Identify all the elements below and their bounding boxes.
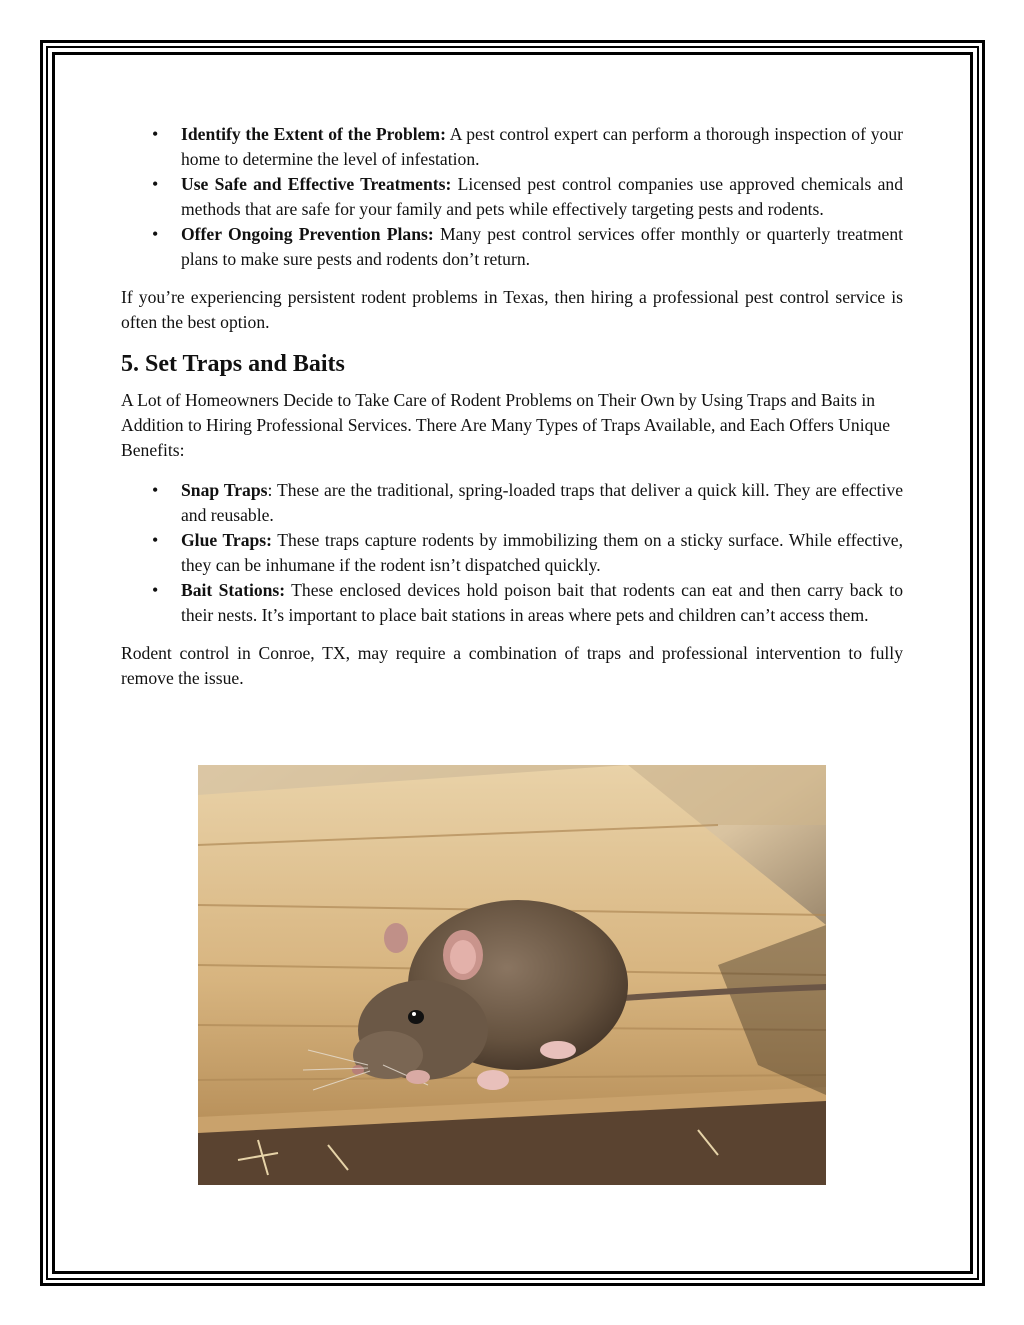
list-item — [121, 578, 903, 628]
list-item-text: A pest control expert can perform a thorough inspection of your home to determine the level of infestation. — [181, 124, 903, 169]
list-item — [121, 122, 903, 172]
list-item-term: Offer Ongoing Prevention Plans: — [181, 224, 434, 244]
list-item — [121, 222, 903, 272]
conroe-paragraph: Rodent control in Conroe, TX, may require a combination of traps and professional intervention to fully remove the issue. — [121, 643, 903, 688]
list-item-text: Many pest control services offer monthly or quarterly treatment plans to make sure pests and rodents don’t return. — [181, 224, 904, 269]
rat-on-wood-photo — [198, 765, 826, 1185]
list-item-term: Identify the Extent of the Problem: — [181, 124, 446, 144]
document-content — [121, 120, 903, 691]
trap-types-list — [121, 478, 903, 628]
list-item — [121, 172, 903, 222]
list-item-term: Bait Stations: — [181, 580, 286, 600]
list-item — [121, 478, 903, 528]
list-item-text: : These are the traditional, spring-loaded traps that deliver a quick kill. They are effective and reusable. — [181, 480, 904, 525]
list-item-text: These traps capture rodents by immobilizing them on a sticky surface. While effective, they can be inhumane if the rodent isn’t dispatched quickly. — [181, 530, 903, 575]
list-item-text: Licensed pest control companies use approved chemicals and methods that are safe for your family and pets while effectively targeting pests and rodents. — [181, 174, 903, 219]
list-item-term: Glue Traps: — [181, 530, 272, 550]
section-heading: 5. Set Traps and Baits — [121, 351, 345, 377]
list-item-term: Use Safe and Effective Treatments: — [181, 174, 452, 194]
list-item-text: These enclosed devices hold poison bait that rodents can eat and then carry back to their nests. It’s important to place bait stations in areas where pets and children can’t access them. — [181, 580, 903, 625]
professional-service-paragraph: If you’re experiencing persistent rodent problems in Texas, then hiring a professional pest control service is often the best option. — [121, 287, 903, 332]
list-item — [121, 528, 903, 578]
list-item-term: Snap Traps — [181, 480, 268, 500]
traps-intro-paragraph: A Lot of Homeowners Decide to Take Care of Rodent Problems on Their Own by Using Traps and Baits in Addition to Hiring Professional Services. There Are Many Types of Traps Available, and Each Offers Unique Benefits: — [121, 390, 891, 460]
professional-benefits-list — [121, 122, 903, 272]
